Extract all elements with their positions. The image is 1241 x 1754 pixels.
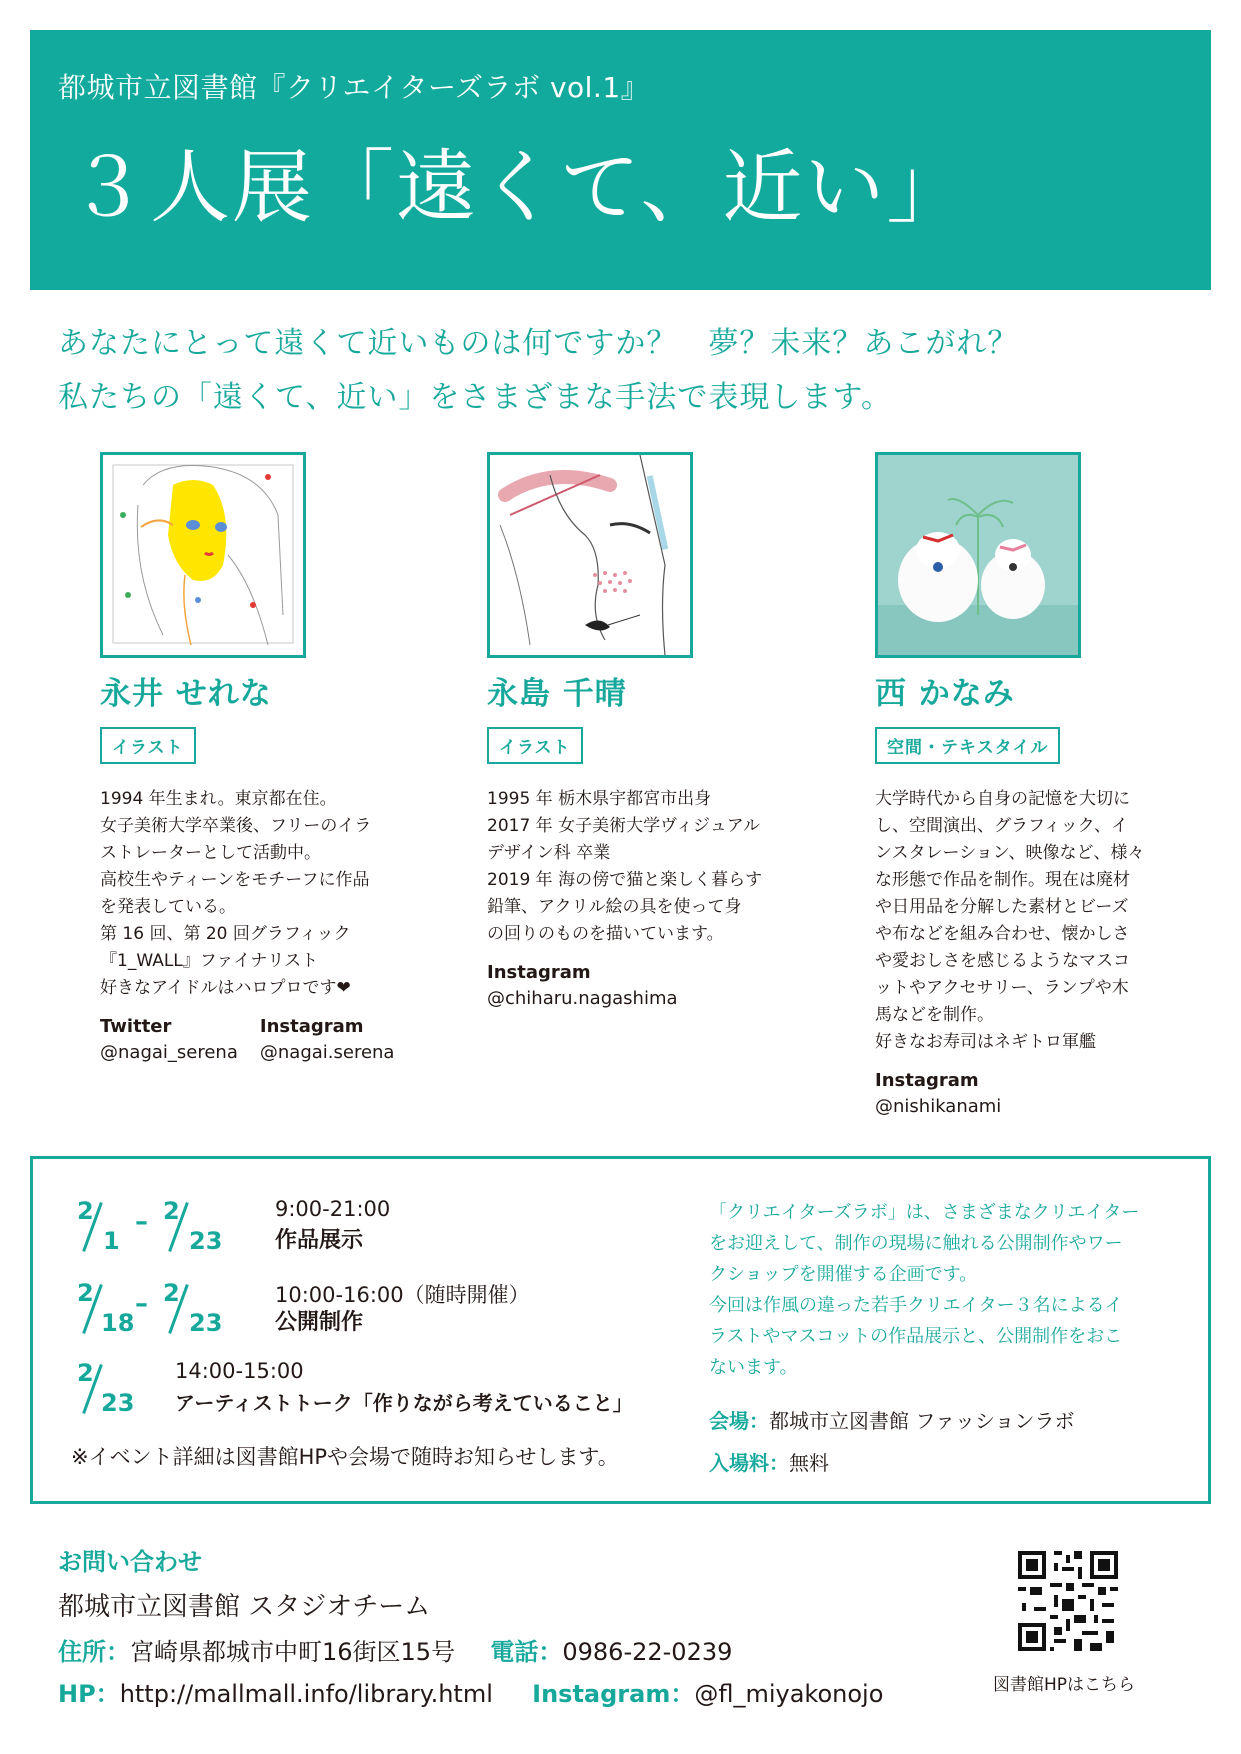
admission bbox=[709, 1447, 829, 1476]
artist-bio: 1995 年 栃木県宇都宮市出身 2017 年 女子美術大学ヴィジュアル デザイン科 卒業 2019 年 海の傍で猫と楽しく暮らす 鉛筆、アクリル絵の具を使って身 の回りのものを描いています。 bbox=[487, 789, 763, 944]
artist-card-nishi bbox=[875, 452, 1205, 1120]
genre-tag: イラスト bbox=[100, 727, 196, 764]
address-label: 住所： bbox=[58, 1638, 130, 1666]
bio-text: 1994 年生まれ。東京都在住。 女子美術大学卒業後、フリーのイラ ストレーターとして活動中。 高校生やティーンをモチーフに作品 を発表している。 第 16 回、第 20 回グラフィック 『1_WALL』ファイナリスト 好きなアイドルはハロプロです bbox=[100, 789, 372, 998]
event-name: 作品展示 bbox=[275, 1228, 364, 1253]
web-line bbox=[58, 1674, 883, 1709]
artist-card-nagai bbox=[100, 452, 430, 1066]
artist-bio: 大学時代から自身の記憶を大切に し、空間演出、グラフィック、イ ンスタレーション、映像など、様々 な形態で作品を制作。現在は廃材 や日用品を分解した素材とビーズ や布などを組み合わせ、懐かしさ や愛おしさを感じるようなマスコ ットやアクセサリー、ランプや木 馬などを制作。 好きなお寿司はネギトロ軍艦 bbox=[875, 789, 1145, 1052]
contact-org: 都城市立図書館 スタジオチーム bbox=[58, 1592, 431, 1622]
event-name: アーティストトーク「作りながら考えていること」 bbox=[175, 1391, 633, 1415]
event-info-box bbox=[30, 1156, 1211, 1504]
sns-links bbox=[487, 960, 817, 1012]
sns-instagram[interactable] bbox=[487, 960, 678, 1012]
to-month: 2 bbox=[163, 1197, 180, 1225]
genre-tag: 空間・テキスタイル bbox=[875, 727, 1060, 764]
sns-instagram[interactable] bbox=[875, 1068, 1001, 1120]
contact-heading: お問い合わせ bbox=[58, 1548, 202, 1576]
hp-link[interactable]: http://mallmall.info/library.html bbox=[119, 1680, 493, 1708]
venue bbox=[709, 1405, 1075, 1434]
phone-label: 電話： bbox=[490, 1638, 563, 1666]
instagram-link[interactable]: @fl_miyakonojo bbox=[694, 1680, 884, 1708]
qr-code-icon[interactable] bbox=[1018, 1551, 1118, 1651]
header-banner bbox=[30, 30, 1211, 290]
hp-label: HP： bbox=[58, 1680, 120, 1708]
photo-white-fluffy-mascots bbox=[878, 455, 1078, 655]
to-month: 2 bbox=[163, 1279, 180, 1307]
event-time: 14:00-15:00 bbox=[175, 1359, 304, 1383]
lead-line-2: 私たちの「遠くて、近い」をさまざまな手法で表現します。 bbox=[58, 380, 892, 415]
lead-line-1: あなたにとって遠くて近いものは何ですか？ 夢？未来？あこがれ？ bbox=[58, 326, 1019, 361]
artist-bio bbox=[100, 786, 430, 1002]
artwork-image-nagashima bbox=[487, 452, 693, 658]
to-day: 23 bbox=[189, 1309, 223, 1337]
phone-value[interactable]: 0986-22-0239 bbox=[562, 1638, 733, 1666]
qr-caption: 図書館HPはこちら bbox=[993, 1675, 1136, 1695]
heart-icon: ❤ bbox=[336, 978, 351, 998]
to-day: 23 bbox=[189, 1227, 223, 1255]
sns-handle: @nagai_serena bbox=[100, 1042, 238, 1063]
from-month: 2 bbox=[77, 1197, 94, 1225]
event-time: 10:00-16:00（随時開催） bbox=[275, 1283, 530, 1307]
address-phone-line bbox=[58, 1632, 732, 1667]
artwork-image-nagai bbox=[100, 452, 306, 658]
program-description: 「クリエイターズラボ」は、さまざまなクリエイター をお迎えして、制作の現場に触れる公開制作やワー クショップを開催する企画です。 今回は作風の違った若手クリエイター３名によるイ ラストやマスコットの作品展示と、公開制作をおこ ないます。 bbox=[709, 1202, 1140, 1378]
illustration-face-line-drawing bbox=[490, 455, 690, 655]
sns-links bbox=[100, 1014, 430, 1066]
date-range bbox=[77, 1197, 237, 1257]
artwork-image-nishi bbox=[875, 452, 1081, 658]
event-note: ※イベント詳細は図書館HPや会場で随時お知らせします。 bbox=[71, 1445, 619, 1469]
sns-links bbox=[875, 1068, 1205, 1120]
address-value: 宮崎県都城市中町16街区15号 bbox=[130, 1638, 456, 1666]
venue-value: 都城市立図書館 ファッションラボ bbox=[769, 1409, 1075, 1433]
range-dash: – bbox=[135, 1289, 148, 1319]
sns-handle: @nishikanami bbox=[875, 1096, 1002, 1117]
date-range bbox=[77, 1279, 237, 1339]
admission-label: 入場料： bbox=[709, 1451, 789, 1475]
sns-instagram[interactable] bbox=[260, 1014, 395, 1066]
day: 23 bbox=[101, 1389, 135, 1417]
admission-value: 無料 bbox=[789, 1451, 829, 1475]
from-month: 2 bbox=[77, 1279, 94, 1307]
event-name: 公開制作 bbox=[275, 1310, 364, 1335]
artist-name: 西 かなみ bbox=[875, 676, 1015, 712]
month: 2 bbox=[77, 1359, 94, 1387]
sns-label: Twitter bbox=[100, 1016, 172, 1037]
venue-label: 会場： bbox=[709, 1409, 769, 1433]
artist-card-nagashima bbox=[487, 452, 817, 1012]
from-day: 18 bbox=[101, 1309, 135, 1337]
artist-name: 永島 千晴 bbox=[487, 676, 627, 712]
range-dash: – bbox=[135, 1207, 148, 1237]
sns-label: Instagram bbox=[487, 962, 591, 983]
sns-twitter[interactable] bbox=[100, 1014, 238, 1066]
exhibition-title: ３人展「遠くて、近い」 bbox=[68, 141, 969, 234]
from-day: 1 bbox=[103, 1227, 120, 1255]
sns-label: Instagram bbox=[875, 1070, 979, 1091]
genre-tag: イラスト bbox=[487, 727, 583, 764]
instagram-label: Instagram： bbox=[532, 1680, 695, 1708]
event-time: 9:00-21:00 bbox=[275, 1197, 391, 1221]
sns-label: Instagram bbox=[259, 1016, 364, 1037]
sns-handle: @chiharu.nagashima bbox=[487, 988, 678, 1009]
event-series-subtitle: 都城市立図書館『クリエイターズラボ vol.1』 bbox=[58, 71, 650, 104]
sns-handle: @nagai.serena bbox=[259, 1042, 395, 1063]
illustration-girl-yellow-face bbox=[103, 455, 303, 655]
artist-name: 永井 せれな bbox=[100, 676, 272, 712]
